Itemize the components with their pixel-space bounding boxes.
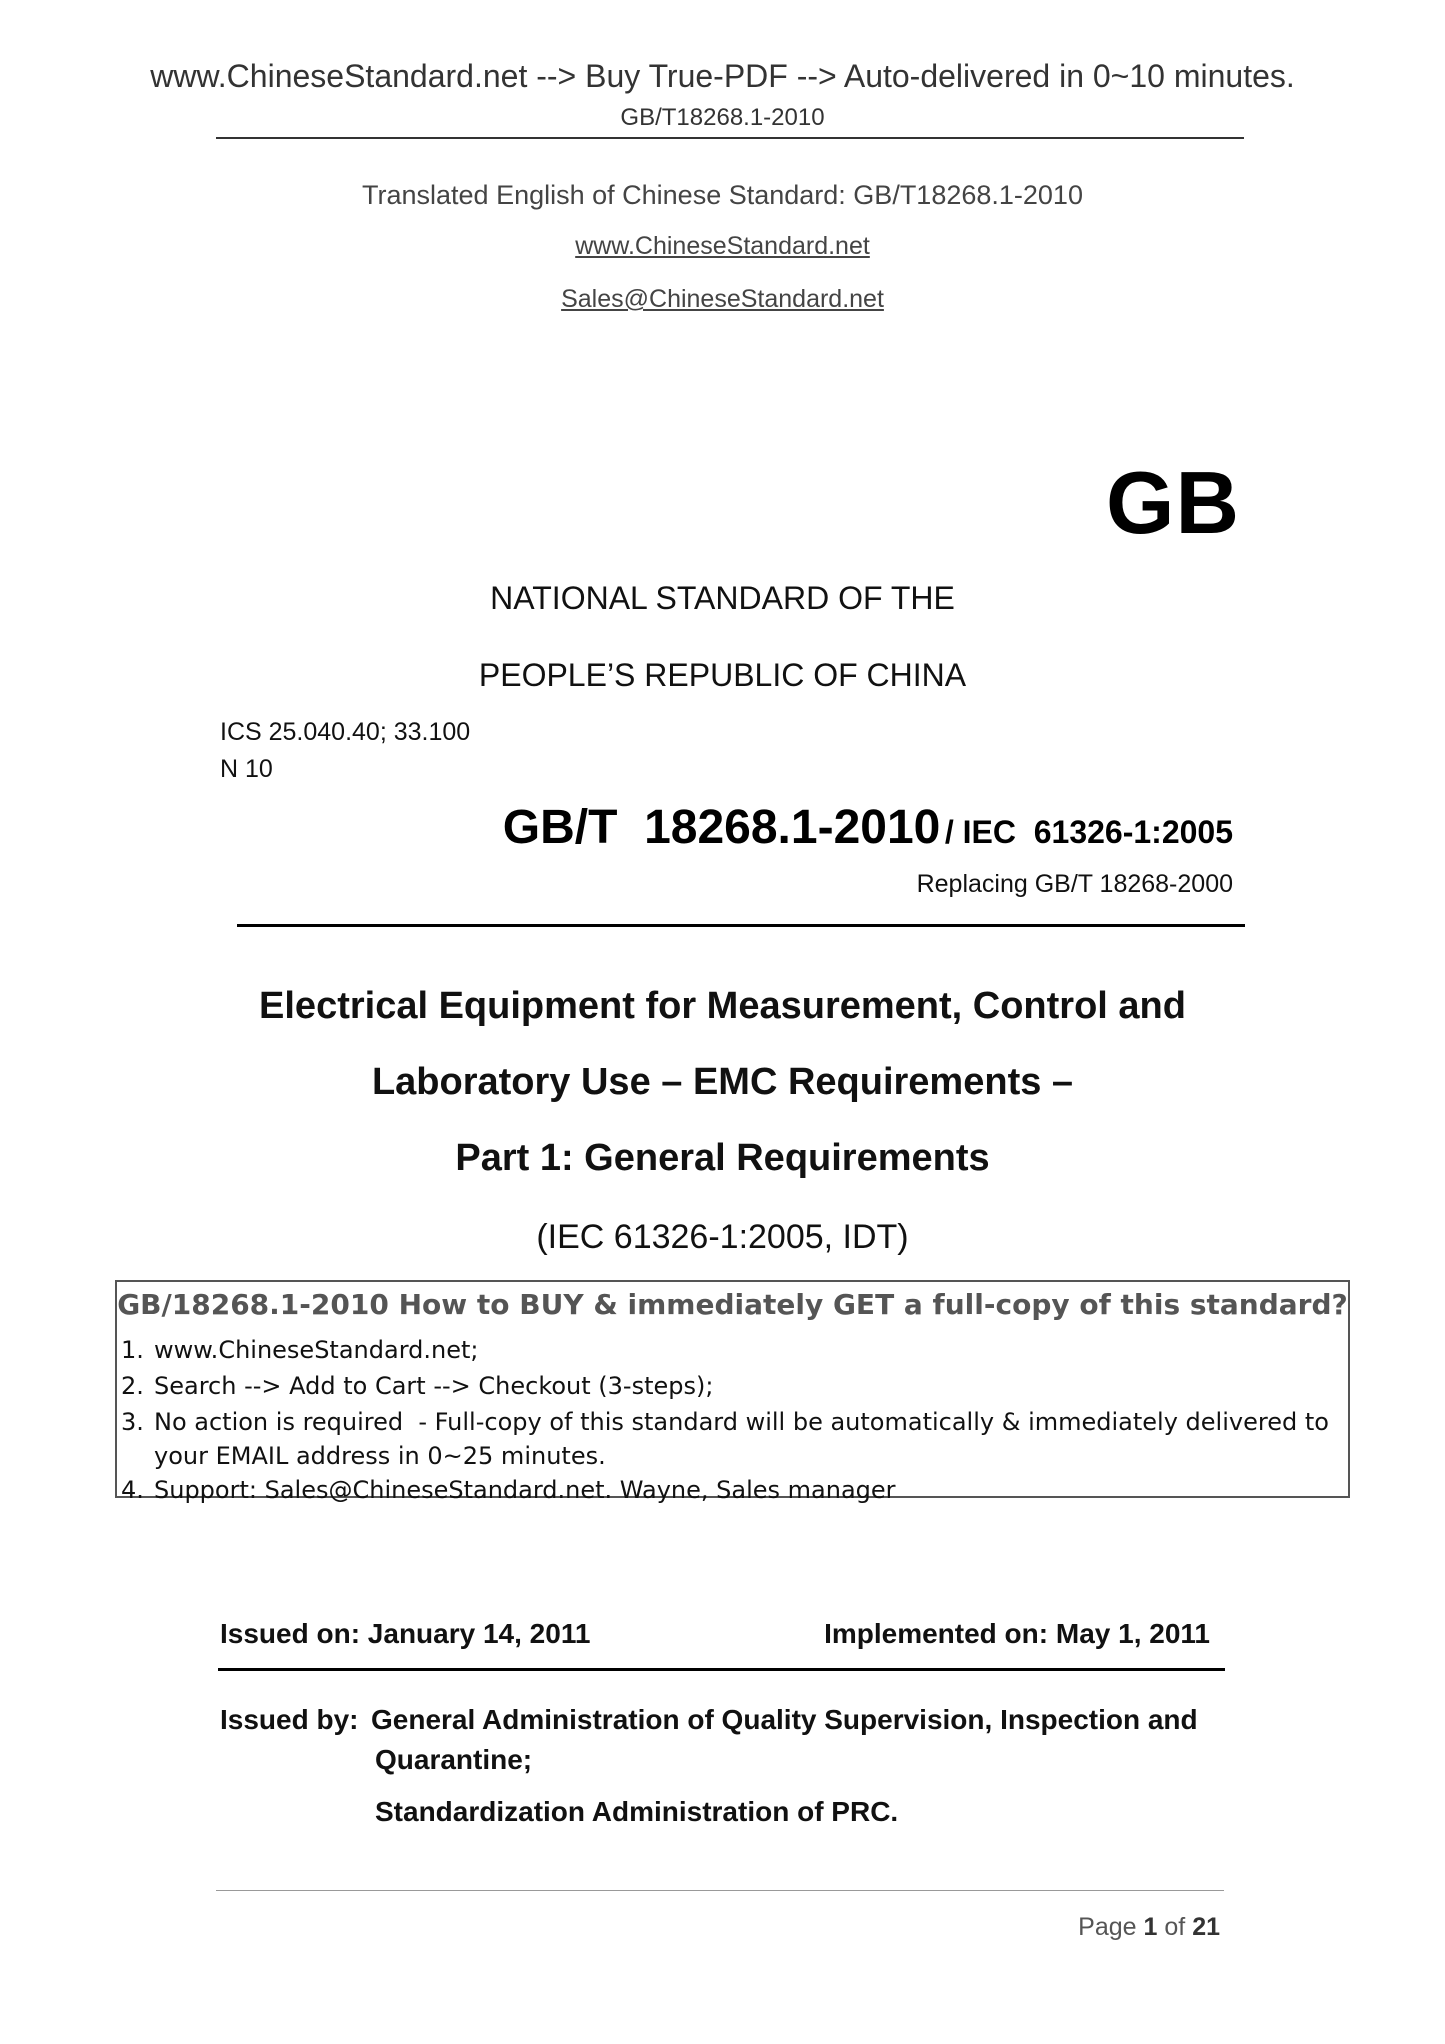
issued-by-line3: Standardization Administration of PRC. (375, 1796, 899, 1827)
email-link[interactable]: Sales@ChineseStandard.net (561, 285, 884, 313)
page-label: Page (1078, 1913, 1137, 1941)
site-link[interactable]: www.ChineseStandard.net (575, 232, 870, 260)
buy-step-number: 1. (121, 1336, 144, 1364)
page-number (1078, 1913, 1220, 1942)
national-standard-line1: NATIONAL STANDARD OF THE (490, 580, 955, 616)
buy-step-number: 3. (121, 1408, 144, 1436)
standard-number-line (503, 800, 1233, 855)
buy-step (121, 1476, 896, 1504)
page-of: of (1164, 1913, 1186, 1941)
buy-step-text: Search --> Add to Cart --> Checkout (3-steps); (154, 1372, 714, 1400)
iec-equivalent: / IEC 61326-1:2005 (944, 814, 1233, 850)
replacing-note: Replacing GB/T 18268-2000 (916, 870, 1233, 898)
email-link-wrap (0, 285, 1445, 314)
translated-note: Translated English of Chinese Standard: GB/T18268.1-2010 (362, 180, 1083, 210)
idt-note: (IEC 61326-1:2005, IDT) (536, 1218, 909, 1256)
gb-logo: GB (1106, 453, 1240, 552)
buy-step (121, 1408, 1329, 1436)
buy-step-text: No action is required - Full-copy of this standard will be automatically & immediately delivered to (154, 1408, 1329, 1436)
buy-step-text: www.ChineseStandard.net; (154, 1336, 479, 1364)
n-code: N 10 (220, 755, 273, 783)
document-title-line2: Laboratory Use – EMC Requirements – (371, 1061, 1074, 1103)
footer-divider (216, 1890, 1224, 1891)
buy-info-box (115, 1280, 1350, 1504)
buy-step (121, 1336, 478, 1364)
header-standard-code: GB/T18268.1-2010 (620, 104, 825, 131)
implemented-on-date: Implemented on: May 1, 2011 (824, 1618, 1210, 1649)
top-banner: www.ChineseStandard.net --> Buy True-PDF --> Auto-delivered in 0~10 minutes. (150, 58, 1295, 94)
page-current: 1 (1143, 1913, 1158, 1941)
buy-box-title: GB/18268.1-2010 How to BUY & immediately GET a full-copy of this standard? (117, 1288, 1348, 1321)
title-divider (237, 924, 1245, 927)
site-link-wrap (0, 232, 1445, 261)
header-divider (216, 137, 1244, 139)
document-title-line3: Part 1: General Requirements (455, 1137, 990, 1179)
buy-step (121, 1372, 713, 1400)
issued-by-line2: Quarantine; (375, 1744, 533, 1775)
issued-by-label: Issued by: (220, 1704, 359, 1735)
buy-step-number: 2. (121, 1372, 144, 1400)
buy-step-continuation: your EMAIL address in 0~25 minutes. (154, 1442, 606, 1470)
page-total: 21 (1192, 1913, 1220, 1941)
document-title-line1: Electrical Equipment for Measurement, Control and (259, 985, 1186, 1027)
buy-step-text: Support: Sales@ChineseStandard.net. Wayne, Sales manager (154, 1476, 896, 1504)
issuance-divider (218, 1668, 1225, 1671)
issued-on-date: Issued on: January 14, 2011 (220, 1618, 591, 1649)
issued-by-line1: General Administration of Quality Supervision, Inspection and (371, 1704, 1198, 1735)
buy-step-number: 4. (121, 1476, 144, 1504)
national-standard-line2: PEOPLE’S REPUBLIC OF CHINA (478, 657, 967, 693)
ics-code: ICS 25.040.40; 33.100 (220, 718, 471, 746)
standard-number: GB/T 18268.1-2010 (502, 801, 941, 854)
